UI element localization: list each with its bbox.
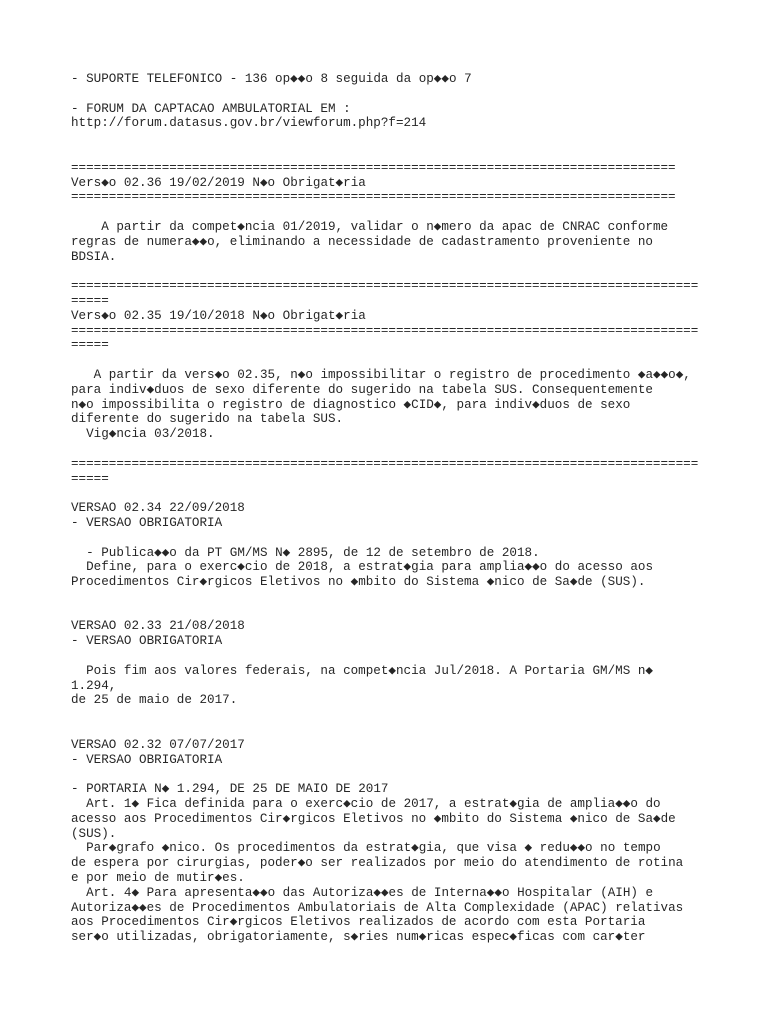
- text-line: Vig◆ncia 03/2018.: [71, 427, 215, 442]
- separator-line: =====: [71, 293, 109, 308]
- text-line: Define, para o exerc◆cio de 2018, a estrat◆gia para amplia◆◆o do acesso aos: [71, 560, 654, 575]
- text-line: (SUS).: [71, 826, 117, 841]
- separator-line: =====: [71, 338, 109, 353]
- separator-line: =====: [71, 471, 109, 486]
- blank-line: [71, 590, 751, 605]
- text-line: e por meio de mutir◆es.: [71, 871, 245, 886]
- text-line: A partir da vers◆o 02.35, n◆o impossibilitar o registro de procedimento ◆a◆◆o◆,: [71, 367, 691, 382]
- blank-line: [71, 605, 751, 620]
- blank-line: [71, 531, 751, 546]
- document-text: [71, 72, 751, 945]
- text-line: Pois fim aos valores federais, na compet◆ncia Jul/2018. A Portaria GM/MS n◆: [71, 663, 653, 678]
- blank-line: [71, 723, 751, 738]
- blank-line: [71, 767, 751, 782]
- text-line: de espera por cirurgias, poder◆o ser realizados por meio do atendimento de rotina: [71, 856, 684, 871]
- blank-line: [71, 264, 751, 279]
- text-line: ser◆o utilizadas, obrigatoriamente, s◆ries num◆ricas espec◆ficas com car◆ter: [71, 930, 646, 945]
- text-line: Procedimentos Cir◆rgicos Eletivos no ◆mbito do Sistema ◆nico de Sa◆de (SUS).: [71, 575, 646, 590]
- text-line: - FORUM DA CAPTACAO AMBULATORIAL EM :: [71, 101, 351, 116]
- text-line: 1.294,: [71, 678, 117, 693]
- text-line: acesso aos Procedimentos Cir◆rgicos Eletivos no ◆mbito do Sistema ◆nico de Sa◆de: [71, 811, 676, 826]
- version-heading: Vers◆o 02.36 19/02/2019 N◆o Obrigat◆ria: [71, 175, 366, 190]
- text-line: A partir da compet◆ncia 01/2019, validar o n◆mero da apac de CNRAC conforme: [71, 219, 669, 234]
- separator-line: ===================================================================================: [71, 323, 699, 338]
- separator-line: ===================================================================================: [71, 456, 699, 471]
- text-line: Par◆grafo ◆nico. Os procedimentos da estrat◆gia, que visa ◆ redu◆◆o no tempo: [71, 841, 661, 856]
- text-line: aos Procedimentos Cir◆rgicos Eletivos realizados de acordo com esta Portaria: [71, 915, 646, 930]
- version-heading: VERSAO 02.32 07/07/2017: [71, 737, 245, 752]
- blank-line: [71, 353, 751, 368]
- separator-line: ===================================================================================: [71, 279, 699, 294]
- blank-line: [71, 708, 751, 723]
- text-line: - VERSAO OBRIGATORIA: [71, 634, 223, 649]
- version-heading: Vers◆o 02.35 19/10/2018 N◆o Obrigat◆ria: [71, 308, 366, 323]
- text-line: BDSIA.: [71, 249, 117, 264]
- text-line: Autoriza◆◆es de Procedimentos Ambulatoriais de Alta Complexidade (APAC) relativas: [71, 900, 684, 915]
- text-line: de 25 de maio de 2017.: [71, 693, 238, 708]
- blank-line: [71, 146, 751, 161]
- blank-line: [71, 486, 751, 501]
- text-line: diferente do sugerido na tabela SUS.: [71, 412, 344, 427]
- text-line: - SUPORTE TELEFONICO - 136 op◆◆o 8 seguida da op◆◆o 7: [71, 72, 472, 86]
- text-line: regras de numera◆◆o, eliminando a necessidade de cadastramento proveniente no: [71, 234, 653, 249]
- text-line: - Publica◆◆o da PT GM/MS N◆ 2895, de 12 de setembro de 2018.: [71, 545, 540, 560]
- text-line: - VERSAO OBRIGATORIA: [71, 752, 223, 767]
- link-text: http://forum.datasus.gov.br/viewforum.php?f=214: [71, 116, 427, 131]
- text-line: para indiv◆duos de sexo diferente do sugerido na tabela SUS. Consequentemente: [71, 382, 653, 397]
- version-heading: VERSAO 02.33 21/08/2018: [71, 619, 245, 634]
- blank-line: [71, 205, 751, 220]
- text-line: Art. 1◆ Fica definida para o exerc◆cio de 2017, a estrat◆gia de amplia◆◆o do: [71, 797, 661, 812]
- blank-line: [71, 649, 751, 664]
- text-line: - PORTARIA N◆ 1.294, DE 25 DE MAIO DE 2017: [71, 782, 389, 797]
- text-line: Art. 4◆ Para apresenta◆◆o das Autoriza◆◆es de Interna◆◆o Hospitalar (AIH) e: [71, 885, 654, 900]
- blank-line: [71, 131, 751, 146]
- separator-line: ================================================================================: [71, 160, 676, 175]
- separator-line: ================================================================================: [71, 190, 676, 205]
- version-heading: VERSAO 02.34 22/09/2018: [71, 501, 245, 516]
- blank-line: [71, 87, 751, 102]
- text-line: n◆o impossibilita o registro de diagnostico ◆CID◆, para indiv◆duos de sexo: [71, 397, 631, 412]
- text-line: - VERSAO OBRIGATORIA: [71, 515, 223, 530]
- blank-line: [71, 442, 751, 457]
